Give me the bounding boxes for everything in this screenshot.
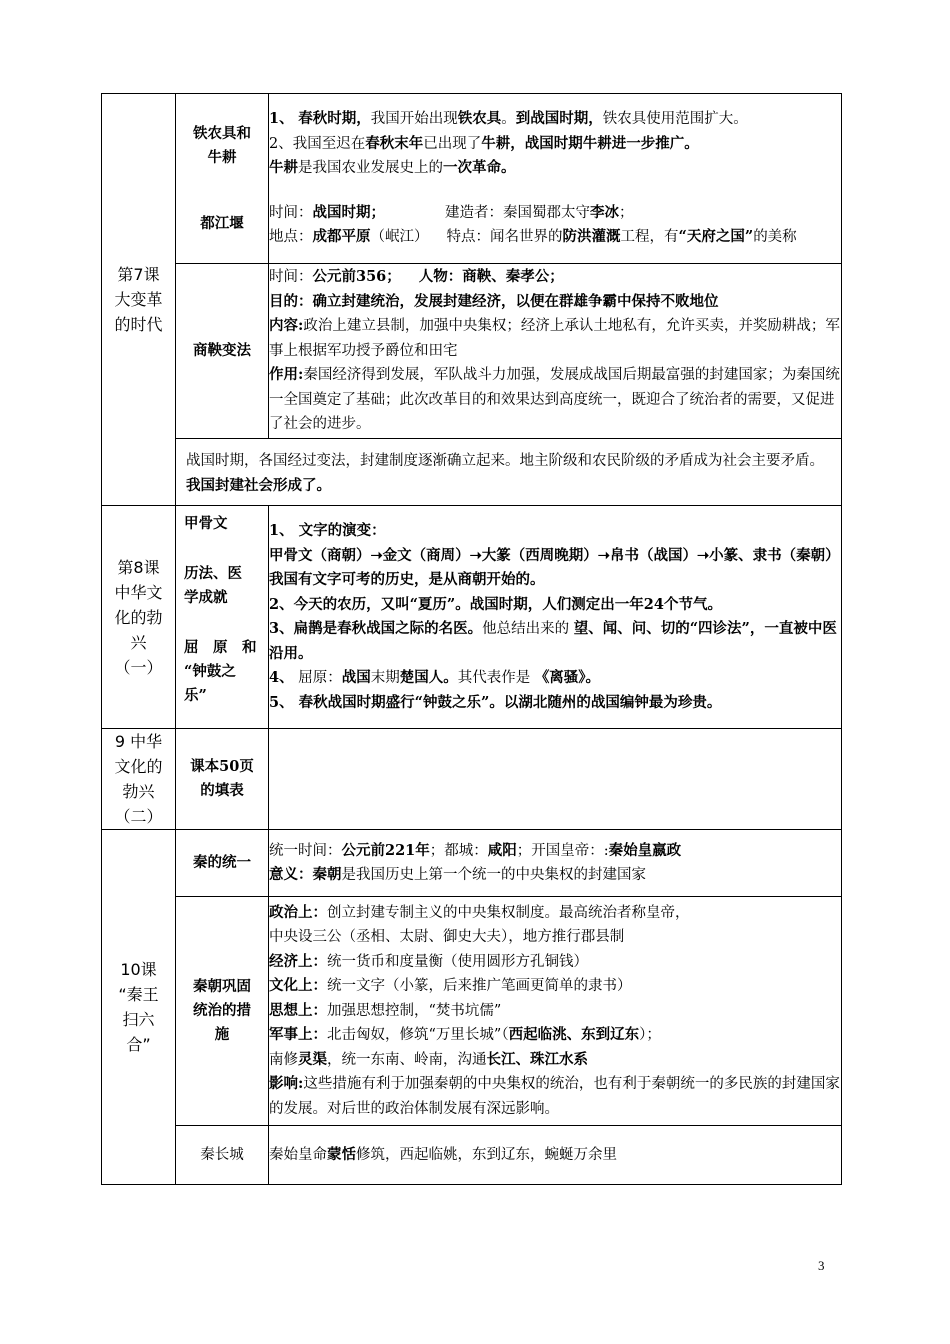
- content-lesson-9-empty: [269, 729, 842, 830]
- topic-shang-yang: 商鞅变法: [176, 264, 269, 439]
- topic-lesson-8: [176, 506, 269, 729]
- lesson-8-line: 中华文: [114, 582, 163, 602]
- topic-iron: [176, 122, 268, 170]
- lesson-8-line: （一）: [114, 657, 163, 677]
- row-summary: [102, 439, 842, 506]
- history-table: [101, 93, 842, 1185]
- content-lesson-8: [269, 506, 842, 729]
- m-impact: 影响:这些措施有利于加强秦朝的中央集权的统治，也有利于秦朝统一的多民族的封建国家的发展。对后世的政治体制发展有深远影响。: [269, 1075, 840, 1117]
- topic-oracle: 甲骨文: [184, 515, 228, 532]
- dujiang-line-1: 时间：战国时期； 建造者：秦国蜀郡太守李冰；: [269, 203, 634, 221]
- topic-quyuan: 乐”: [184, 687, 207, 704]
- content-qin-unify: [269, 830, 842, 897]
- lesson-10-line: 扫六: [122, 1010, 155, 1029]
- shang-time: 时间：公元前356； 人物：商鞅、秦孝公；: [269, 268, 564, 286]
- lesson-10-line: 合”: [126, 1035, 151, 1054]
- lesson-10-line: “秦王: [118, 985, 159, 1004]
- topic-line: 秦朝巩固: [193, 978, 251, 995]
- topic-quyuan: 屈 原 和: [184, 639, 257, 656]
- l8-line-1: 1、 文字的演变：: [269, 522, 386, 539]
- iron-line-1: 1、 春秋时期，我国开始出现铁农具。到战国时期，铁农具使用范围扩大。: [269, 110, 748, 128]
- row-qin-measures: [102, 897, 842, 1126]
- m-politics-2: 中央设三公（丞相、太尉、御史大夫），地方推行郡县制: [269, 929, 625, 946]
- topic-qin-wall: 秦长城: [176, 1126, 269, 1185]
- lesson-8-cell: [102, 506, 176, 729]
- m-politics: 政治上：创立封建专制主义的中央集权制度。最高统治者称皇帝，: [269, 903, 690, 921]
- topic-iron-dujiang: [176, 94, 269, 264]
- l8-line-6: 4、 屈原：战国末期楚国人。其代表作是 《离骚》。: [269, 669, 601, 686]
- content-iron-dujiang: [269, 94, 842, 264]
- shang-content: 内容:政治上建立县制，加强中央集权；经济上承认土地私有，允许买卖，并奖励耕战；军事上根据军功授予爵位和田宅: [269, 317, 840, 359]
- content-qin-wall: [269, 1126, 842, 1185]
- topic-calendar: 历法、医: [184, 565, 242, 582]
- topic-line: 课本50页: [190, 758, 254, 775]
- topic-dujiang: 都江堰: [200, 214, 244, 232]
- row-lesson-9: [102, 729, 842, 830]
- lesson-7-line: 的时代: [114, 315, 163, 334]
- lesson-10-cell: [102, 830, 176, 1185]
- content-qin-measures: [269, 897, 842, 1126]
- topic-line: 牛耕: [207, 148, 237, 166]
- lesson-8-line: 化的勃: [114, 607, 163, 627]
- topic-line: 铁农具和: [193, 124, 251, 142]
- iron-line-2: 2、我国至迟在春秋末年已出现了牛耕，战国时期牛耕进一步推广。: [269, 134, 699, 152]
- row-shang-yang: [102, 264, 842, 439]
- row-qin-unify: [102, 830, 842, 897]
- lesson-8-line: 第8课: [117, 557, 160, 577]
- shang-effect: 作用:秦国经济得到发展，军队战斗力加强，发展成战国后期最富强的封建国家；为秦国统一全国奠定了基础；此次改革目的和效果达到高度统一，既迎合了统治者的需要，又促进了社会的进步。: [269, 366, 840, 433]
- lesson-9-line: 9 中华: [114, 732, 163, 751]
- l8-line-7: 5、 春秋战国时期盛行“钟鼓之乐”。以湖北随州的战国编钟最为珍贵。: [269, 693, 722, 711]
- lesson-9-line: 勃兴: [122, 782, 155, 801]
- l8-line-4: 2、今天的农历，又叫“夏历”。战国时期，人们测定出一年24个节气。: [269, 595, 722, 613]
- topic-qin-measures: [176, 897, 269, 1126]
- unify-line-1: 统一时间：公元前221年；都城：咸阳；开国皇帝：:秦始皇嬴政: [269, 841, 682, 859]
- shang-goal: 目的：确立封建统治，发展封建经济，以便在群雄争霸中保持不败地位: [269, 292, 719, 310]
- lesson-10-line: 10课: [120, 960, 157, 979]
- topic-quyuan: “钟鼓之: [184, 663, 236, 680]
- topic-qin-unify: 秦的统一: [176, 830, 269, 897]
- lesson-8-line: 兴: [130, 632, 147, 652]
- lesson-7-line: 第7课: [117, 265, 160, 284]
- wall-line: 秦始皇命蒙恬修筑，西起临姚，东到辽东，蜿蜒万余里: [269, 1145, 617, 1163]
- content-shang-yang: [269, 264, 842, 439]
- topic-lesson-9: [176, 729, 269, 830]
- content-summary: 战国时期，各国经过变法，封建制度逐渐确立起来。地主阶级和农民阶级的矛盾成为社会主要矛盾。我国封建社会形成了。: [176, 439, 842, 506]
- m-thought: 思想上：加强思想控制，“焚书坑儒”: [269, 1001, 502, 1019]
- lesson-7-line: 大变革: [114, 290, 163, 309]
- row-iron-tools: [102, 94, 842, 264]
- l8-line-5: 3、扁鹊是春秋战国之际的名医。他总结出来的 望、闻、问、切的“四诊法”，一直被中医沿用。: [269, 620, 837, 662]
- page-number: 3: [818, 1258, 825, 1273]
- topic-calendar: 学成就: [184, 589, 228, 606]
- row-qin-wall: [102, 1126, 842, 1185]
- lesson-9-line: 文化的: [114, 757, 163, 776]
- l8-line-3: 我国有文字可考的历史，是从商朝开始的。: [269, 571, 545, 588]
- l8-line-2: 甲骨文（商朝）➝金文（商周）➝大篆（西周晚期）➝帛书（战国）➝小篆、隶书（秦朝）: [269, 546, 840, 564]
- lesson-7-cell: [102, 94, 176, 506]
- m-economy: 经济上：统一货币和度量衡（使用圆形方孔铜钱）: [269, 952, 588, 970]
- iron-line-3: 牛耕是我国农业发展史上的一次革命。: [269, 159, 516, 177]
- lesson-9-cell: [102, 729, 176, 830]
- m-military-2: 南修灵渠，统一东南、岭南，沟通长江、珠江水系: [269, 1050, 588, 1068]
- dujiang-line-2: 地点：成都平原（岷江） 特点：闻名世界的防洪灌溉工程，有“天府之国”的美称: [269, 228, 797, 246]
- topic-line: 施: [214, 1026, 230, 1043]
- m-culture: 文化上：统一文字（小篆，后来推广笔画更简单的隶书）: [269, 977, 632, 995]
- lesson-9-line: （二）: [114, 807, 163, 826]
- row-lesson-8: [102, 506, 842, 729]
- unify-line-2: 意义：秦朝是我国历史上第一个统一的中央集权的封建国家: [269, 866, 646, 883]
- m-military: 军事上：北击匈奴，修筑“万里长城”（西起临洮、东到辽东）；: [269, 1026, 661, 1044]
- topic-line: 统治的措: [193, 1002, 251, 1019]
- topic-line: 的填表: [200, 782, 244, 799]
